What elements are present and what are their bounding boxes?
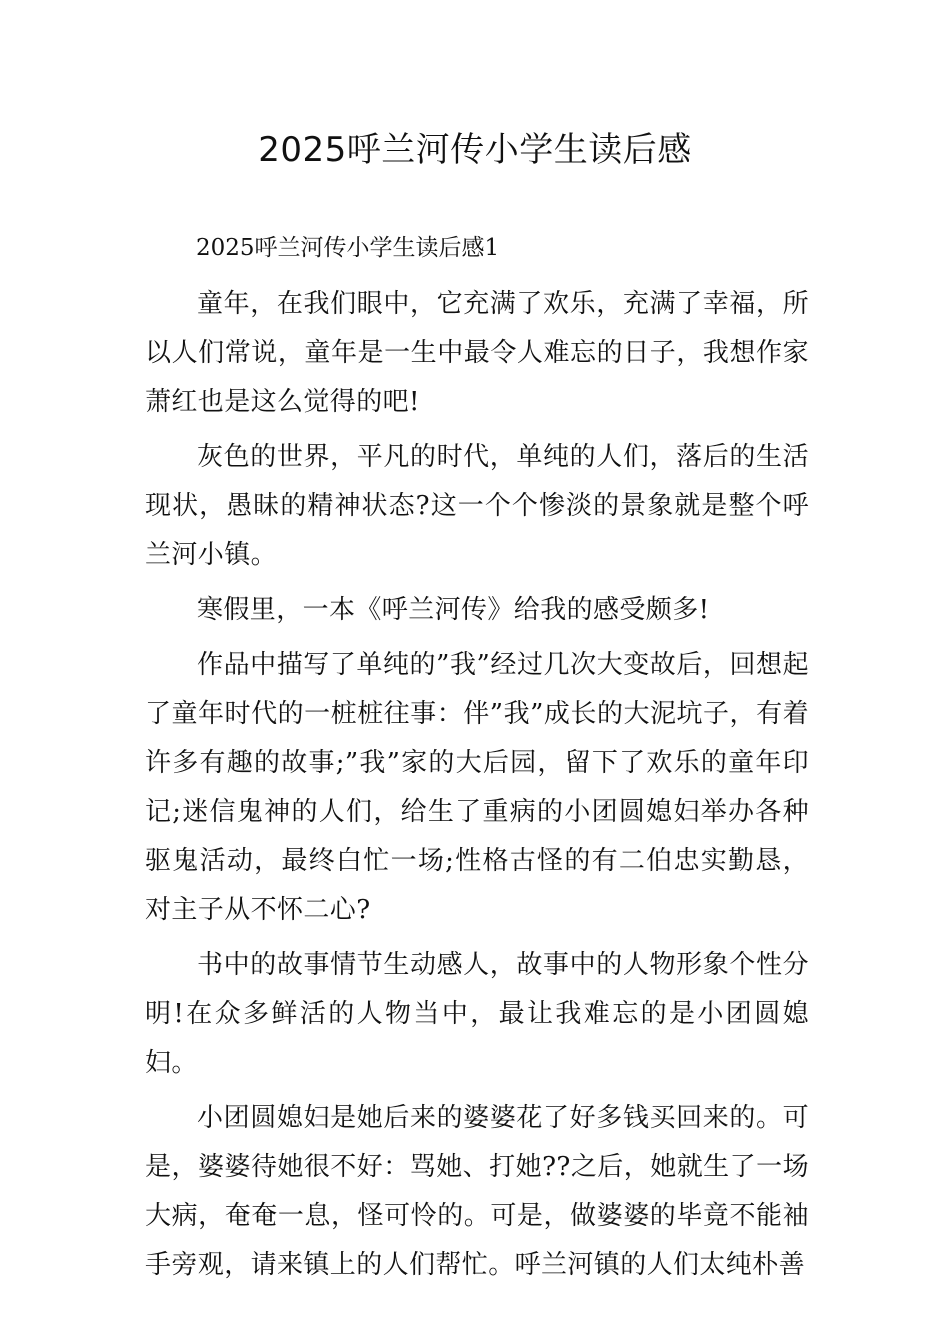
document-title: 2025呼兰河传小学生读后感 [258,130,692,170]
paragraph-3: 寒假里，一本《呼兰河传》给我的感受颇多! [197,595,710,625]
section-heading: 2025呼兰河传小学生读后感1 [196,235,500,261]
paragraph-1: 童年，在我们眼中，它充满了欢乐，充满了幸福，所以人们常说，童年是一生中最令人难忘的日子，我想作家萧红也是这么觉得的吧! [145,289,809,417]
paragraph-2: 灰色的世界，平凡的时代，单纯的人们，落后的生活现状，愚昧的精神状态?这一个个惨淡的景象就是整个呼兰河小镇。 [145,442,809,570]
paragraph-6: 小团圆媳妇是她后来的婆婆花了好多钱买回来的。可是，婆婆待她很不好：骂她、打她??之后，她就生了一场大病，奄奄一息，怪可怜的。可是，做婆婆的毕竟不能袖手旁观，请来镇上的人们帮忙。呼兰河镇的人们太纯朴善 [145,1103,809,1280]
paragraph-4: 作品中描写了单纯的”我”经过几次大变故后，回想起了童年时代的一桩桩往事：伴”我”成长的大泥坑子，有着许多有趣的故事;”我”家的大后园，留下了欢乐的童年印记;迷信鬼神的人们，给生了重病的小团圆媳妇举办各种驱鬼活动，最终白忙一场;性格古怪的有二伯忠实勤恳，对主子从不怀二心? [145,650,809,925]
paragraph-5: 书中的故事情节生动感人，故事中的人物形象个性分明!在众多鲜活的人物当中，最让我难忘的是小团圆媳妇。 [145,950,809,1078]
document-body [145,280,809,1296]
